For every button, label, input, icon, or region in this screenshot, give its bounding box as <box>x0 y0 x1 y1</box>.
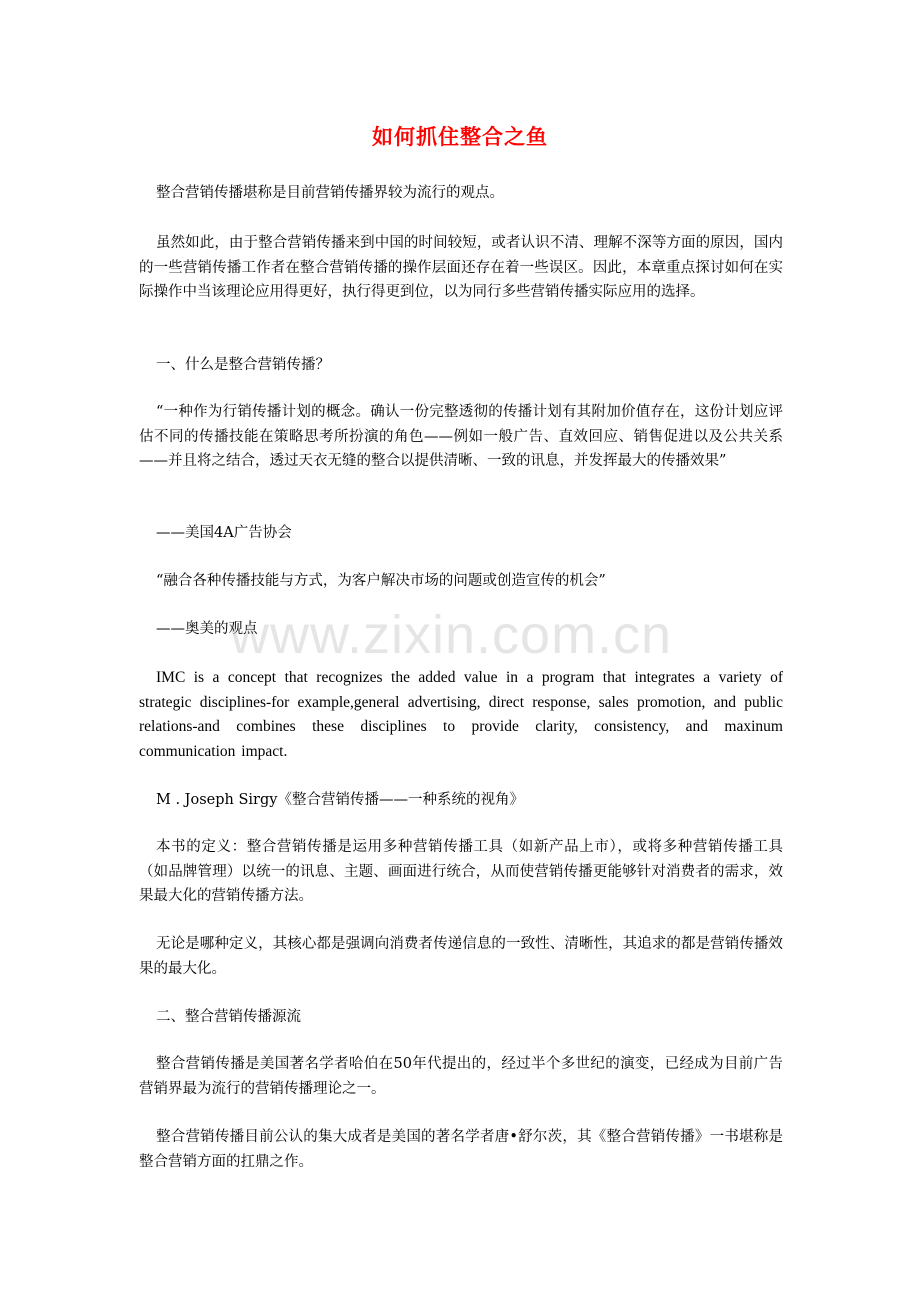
attribution-4a: ——美国4A广告协会 <box>156 525 292 541</box>
paragraph-quote-4a: “一种作为行销传播计划的概念。确认一份完整透彻的传播计划有其附加价值存在，这份计划应评估不同的传播技能在策略思考所扮演的角色——例如一般广告、直效回应、销售促进以及公共关系——并且将之结合，透过天衣无缝的整合以提供清晰、一致的讯息，并发挥最大的传播效果” <box>139 404 783 469</box>
paragraph-schultz: 整合营销传播目前公认的集大成者是美国的著名学者唐•舒尔茨，其《整合营销传播》一书堪称是整合营销方面的扛鼎之作。 <box>139 1129 783 1170</box>
section-heading-2: 二、整合营销传播源流 <box>156 1009 301 1025</box>
paragraph-intro: 整合营销传播堪称是目前营销传播界较为流行的观点。 <box>156 185 504 201</box>
paragraph-quote-ogilvy: “融合各种传播技能与方式，为客户解决市场的问题或创造宣传的机会” <box>156 573 606 589</box>
section-heading-1: 一、什么是整合营销传播？ <box>156 357 330 373</box>
attribution-sirgy: M . Joseph Sirgy《整合营销传播——一种系统的视角》 <box>156 792 524 808</box>
paragraph-core: 无论是哪种定义，其核心都是强调向消费者传递信息的一致性、清晰性，其追求的都是营销传播效果的最大化。 <box>139 936 783 977</box>
attribution-ogilvy: ——奥美的观点 <box>156 621 258 637</box>
paragraph-imc-english: IMC is a concept that recognizes the added value in a program that integrates a variety of strategic disciplines-for example,general advertising, direct response, sales promotion, and public relations-and combines these disciplines to provide clarity, consistency, and maxinum communication impact. <box>139 669 783 760</box>
paragraph-book-definition: 本书的定义：整合营销传播是运用多种营销传播工具（如新产品上市），或将多种营销传播工具（如品牌管理）以统一的讯息、主题、画面进行统合，从而使营销传播更能够针对消费者的需求，效果最大化的营销传播方法。 <box>139 839 783 904</box>
watermark: www.zixin.com.cn <box>230 605 673 665</box>
document-title: 如何抓住整合之鱼 <box>372 125 548 149</box>
paragraph-origin: 整合营销传播是美国著名学者哈伯在50年代提出的，经过半个多世纪的演变，已经成为目前广告营销界最为流行的营销传播理论之一。 <box>139 1056 783 1097</box>
paragraph-background: 虽然如此，由于整合营销传播来到中国的时间较短，或者认识不清、理解不深等方面的原因，国内的一些营销传播工作者在整合营销传播的操作层面还存在着一些误区。因此，本章重点探讨如何在实际操作中当该理论应用得更好，执行得更到位，以为同行多些营销传播实际应用的选择。 <box>139 235 783 300</box>
